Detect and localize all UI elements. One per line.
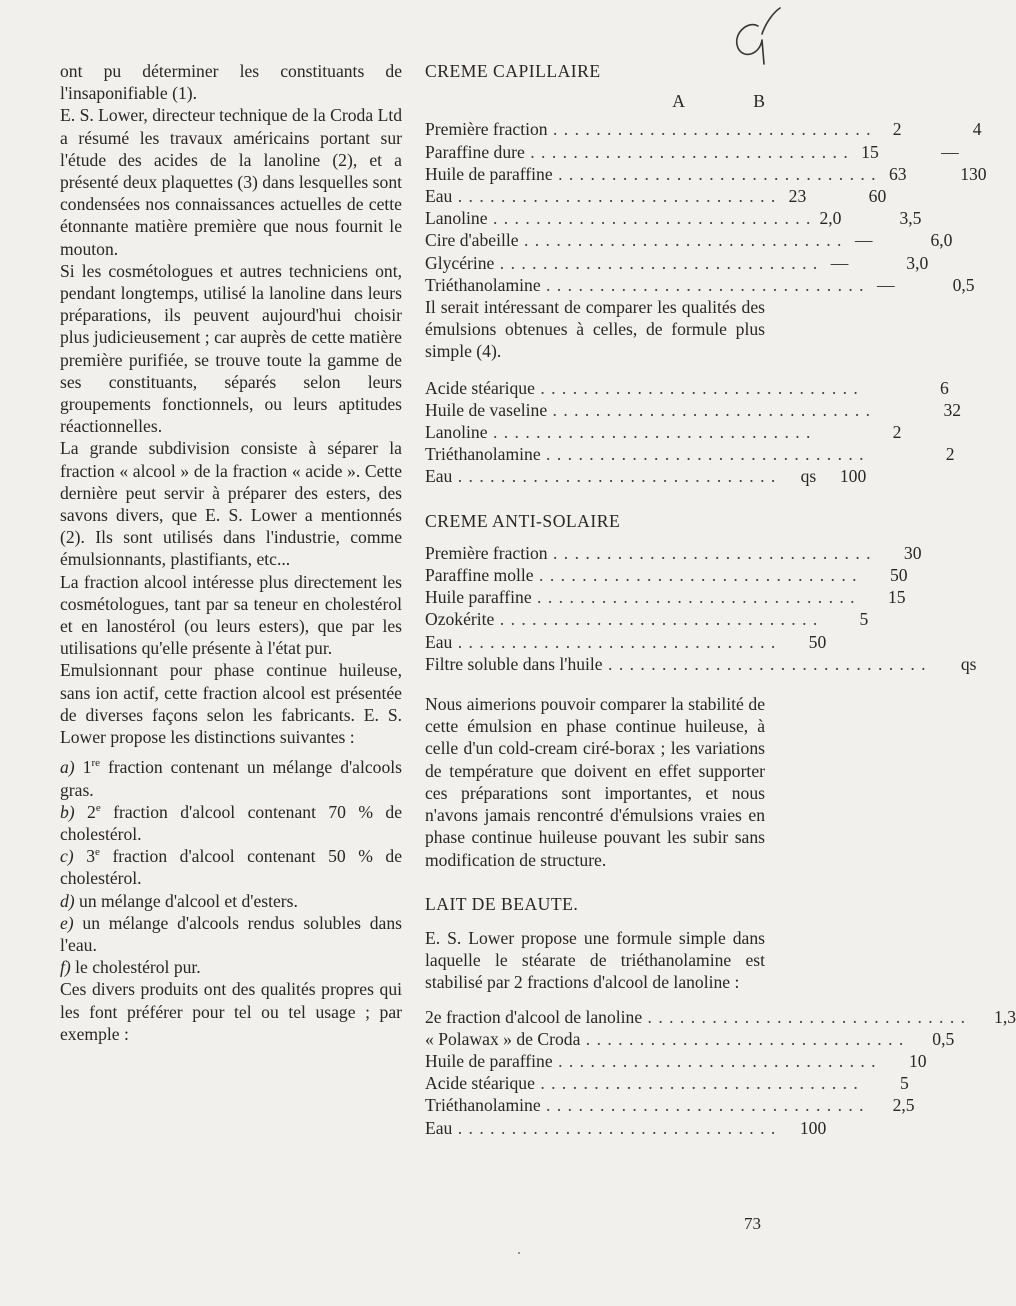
formula-row: Acide stéarique . . . . . . . . . . . . . . . . . . . . . . . . . . . . . . 5: [425, 1073, 909, 1094]
paragraph: Nous aimerions pouvoir comparer la stabilité de cette émulsion en phase continue huileuse, à celle d'un cold-cream ciré-borax ; les variations de température que doivent en effet supporter ces préparations sont importantes, et nous n'avons jamais rencontré d'émulsions vraies en phase continue huileuse pouvant les subir sans modification de structure.: [425, 694, 765, 870]
formula-row: Huile de paraffine . . . . . . . . . . . . . . . . . . . . . . . . . . . . . . 63 130: [425, 163, 987, 184]
formula-row: Glycérine . . . . . . . . . . . . . . . . . . . . . . . . . . . . . . — 3,0: [425, 252, 929, 273]
list-item: a) 1re fraction contenant un mélange d'alcools gras.: [60, 757, 402, 800]
paragraph: Emulsionnant pour phase continue huileuse, sans ion actif, cette fraction alcool est présentée de diverses façons selon les fabricants. E. S. Lower propose les distinctions suivantes :: [60, 660, 402, 748]
paragraph: La grande subdivision consiste à séparer la fraction « alcool » de la fraction « acide ». Cette dernière peut servir à préparer des esters, des savons divers, que E. S. Lower a mentionnés (2). Ils sont utilisés dans l'industrie, comme émulsionnants, plastifiants, etc...: [60, 438, 402, 570]
formula-row: Triéthanolamine . . . . . . . . . . . . . . . . . . . . . . . . . . . . . . — 0,5: [425, 274, 975, 295]
formula-row: 2e fraction d'alcool de lanoline . . . . . . . . . . . . . . . . . . . . . . . . . . . . . . 1,3: [425, 1006, 1016, 1027]
formula-row: Eau . . . . . . . . . . . . . . . . . . . . . . . . . . . . . . 100: [425, 1117, 827, 1138]
left-column: [60, 60, 402, 1045]
page-number: 73: [744, 1214, 761, 1233]
formula-row: Huile paraffine . . . . . . . . . . . . . . . . . . . . . . . . . . . . . . 15: [425, 587, 906, 608]
formula-row: Eau . . . . . . . . . . . . . . . . . . . . . . . . . . . . . . 23 60: [425, 186, 887, 207]
formula-row: « Polawax » de Croda . . . . . . . . . . . . . . . . . . . . . . . . . . . . . . 0,5: [425, 1028, 955, 1049]
list-item: e) un mélange d'alcools rendus solubles dans l'eau.: [60, 912, 402, 955]
formula-row: Paraffine molle . . . . . . . . . . . . . . . . . . . . . . . . . . . . . . 50: [425, 565, 908, 586]
paragraph: E. S. Lower, directeur technique de la Croda Ltd a résumé les travaux américains portant sur l'étude des acides de la lanoline (2), et a présenté deux plaquettes (3) dans lesquelles sont condensées nos connaissances actuelles de cette étonnante matière première que nous fournit le mouton.: [60, 105, 403, 259]
section-title-creme-anti-solaire: CREME ANTI-SOLAIRE: [425, 510, 621, 531]
formula-row: Lanoline . . . . . . . . . . . . . . . . . . . . . . . . . . . . . . 2,0 3,5: [425, 208, 922, 229]
section-title-lait-de-beaute: LAIT DE BEAUTE.: [425, 893, 579, 914]
paragraph: ont pu déterminer les constituants de l'insaponifiable (1).: [60, 61, 402, 104]
formula-row: Acide stéarique . . . . . . . . . . . . . . . . . . . . . . . . . . . . . . 6: [425, 377, 949, 398]
paragraph: Si les cosmétologues et autres techniciens ont, pendant longtemps, utilisé la lanoline dans leurs préparations, ils peuvent aujourd'hui choisir plus judicieusement ; car auprès de cette matière première purifiée, se trouve toute la gamme de ses constituants, séparés selon leurs groupements fonctionnels, ou leurs aptitudes réactionnelles.: [60, 260, 402, 437]
paragraph: Ces divers produits ont des qualités propres qui les font préférer pour tel ou tel usage ; par exemple :: [60, 979, 402, 1044]
column-header-a: A: [672, 91, 685, 112]
column-headers: [425, 90, 765, 112]
list-item: f) le cholestérol pur.: [60, 957, 201, 978]
section-title-creme-capillaire: CREME CAPILLAIRE: [425, 61, 601, 81]
list-item: d) un mélange d'alcool et d'esters.: [60, 890, 298, 911]
formula-row: Ozokérite . . . . . . . . . . . . . . . . . . . . . . . . . . . . . . 5: [425, 609, 869, 630]
right-column: [425, 60, 1016, 1139]
formula-row: Triéthanolamine . . . . . . . . . . . . . . . . . . . . . . . . . . . . . . 2: [425, 444, 955, 465]
formula-row: Eau . . . . . . . . . . . . . . . . . . . . . . . . . . . . . . qs 100: [425, 466, 867, 487]
formula-row: Paraffine dure . . . . . . . . . . . . . . . . . . . . . . . . . . . . . . 15 —: [425, 141, 959, 162]
formula-row: Première fraction . . . . . . . . . . . . . . . . . . . . . . . . . . . . . . 30: [425, 542, 922, 563]
formula-row: Huile de paraffine . . . . . . . . . . . . . . . . . . . . . . . . . . . . . . 10: [425, 1050, 927, 1071]
formula-row: Eau . . . . . . . . . . . . . . . . . . . . . . . . . . . . . . 50: [425, 631, 827, 652]
column-header-b: B: [753, 91, 765, 112]
paragraph: La fraction alcool intéresse plus directement les cosmétologues, tant par sa teneur en cholestérol et en lanostérol (ou leurs esters), que par les utilisations qu'elle présente à l'état pur.: [60, 571, 402, 659]
formula-row: Première fraction . . . . . . . . . . . . . . . . . . . . . . . . . . . . . . 2 4: [425, 119, 982, 140]
formula-row: Huile de vaseline . . . . . . . . . . . . . . . . . . . . . . . . . . . . . . 32: [425, 399, 962, 420]
formula-row: Lanoline . . . . . . . . . . . . . . . . . . . . . . . . . . . . . . 2: [425, 422, 902, 443]
paragraph: Il serait intéressant de comparer les qualités des émulsions obtenues à celles, de formule plus simple (4).: [425, 297, 765, 362]
formula-row: Filtre soluble dans l'huile . . . . . . . . . . . . . . . . . . . . . . . . . . . . . . qs: [425, 653, 977, 674]
formula-row: Triéthanolamine . . . . . . . . . . . . . . . . . . . . . . . . . . . . . . 2,5: [425, 1095, 915, 1116]
paragraph: E. S. Lower propose une formule simple dans laquelle le stéarate de triéthanolamine est stabilisé par 2 fractions d'alcool de lanoline :: [425, 927, 765, 993]
list-item: b) 2e fraction d'alcool contenant 70 % de cholestérol.: [60, 801, 403, 844]
list-item: c) 3e fraction d'alcool contenant 50 % de cholestérol.: [60, 846, 403, 889]
print-speck: [518, 1252, 520, 1254]
formula-row: Cire d'abeille . . . . . . . . . . . . . . . . . . . . . . . . . . . . . . — 6,0: [425, 230, 953, 251]
